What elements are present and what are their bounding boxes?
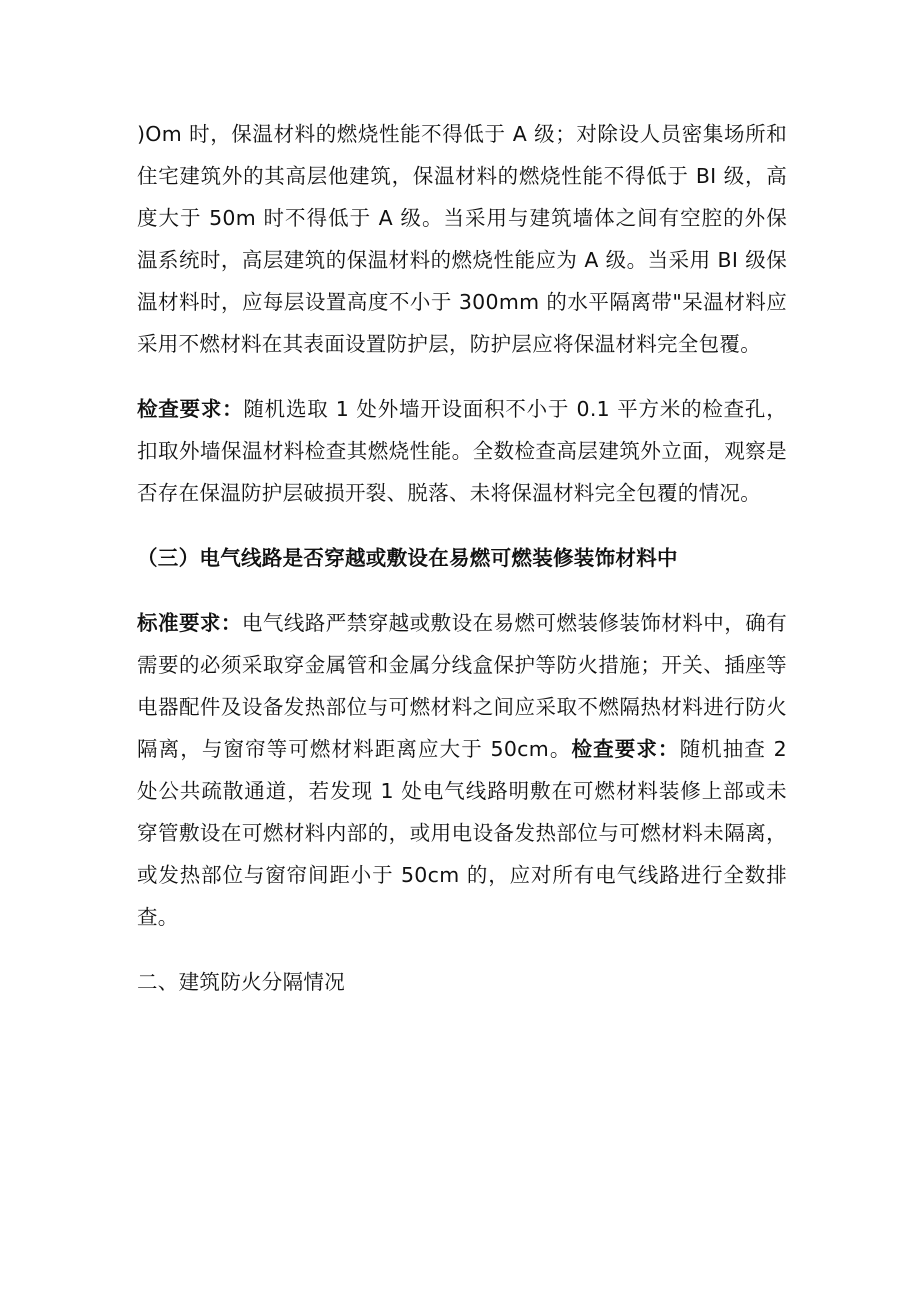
inspection-requirement-label-2: 检查要求： [571,737,680,761]
inspection-requirement-label: 检查要求： [137,397,244,421]
inspection-requirement-text-2: 随机抽查 2 处公共疏散通道，若发现 1 处电气线路明敷在可燃材料装修上部或未穿管敷设在可燃材料内部的，或用电设备发热部位与可燃材料未隔离，或发热部位与窗帘间距小于 50cm 的，应对所有电气线路进行全数排查。 [137,737,788,929]
section-heading-fire-separation: 二、建筑防火分隔情况 [137,970,345,994]
document-page [137,113,787,1003]
section-heading-electrical-wiring: （三）电气线路是否穿越或敷设在易燃可燃装修装饰材料中 [137,546,678,570]
paragraph-insulation-requirements: )Om 时，保温材料的燃烧性能不得低于 A 级；对除设人员密集场所和住宅建筑外的其高层他建筑，保温材料的燃烧性能不得低于 BI 级，高度大于 50m 时不得低于 A 级。当采用与建筑墙体之间有空腔的外保温系统时，高层建筑的保温材料的燃烧性能应为 A 级。当采用 BI 级保温材料时，应每层设置高度不小于 300mm 的水平隔离带"呆温材料应采用不燃材料在其表面设置防护层，防护层应将保温材料完全包覆。 [137,122,787,356]
paragraph-electrical-requirements [137,602,787,938]
standard-requirement-text: 电气线路严禁穿越或敷设在易燃可燃装修装饰材料中，确有需要的必须采取穿金属管和金属分线盒保护等防火措施；开关、插座等电器配件及设备发热部位与可燃材料之间应采取不燃隔热材料进行防火隔离，与窗帘等可燃材料距离应大于 50cm。 [137,611,787,761]
paragraph-insulation-inspection [137,388,787,514]
inspection-requirement-text: 随机选取 1 处外墙开设面积不小于 0.1 平方米的检查孔，扣取外墙保温材料检查其燃烧性能。全数检查高层建筑外立面，观察是否存在保温防护层破损开裂、脱落、未将保温材料完全包覆的情况。 [137,397,787,505]
standard-requirement-label: 标准要求： [137,611,242,635]
